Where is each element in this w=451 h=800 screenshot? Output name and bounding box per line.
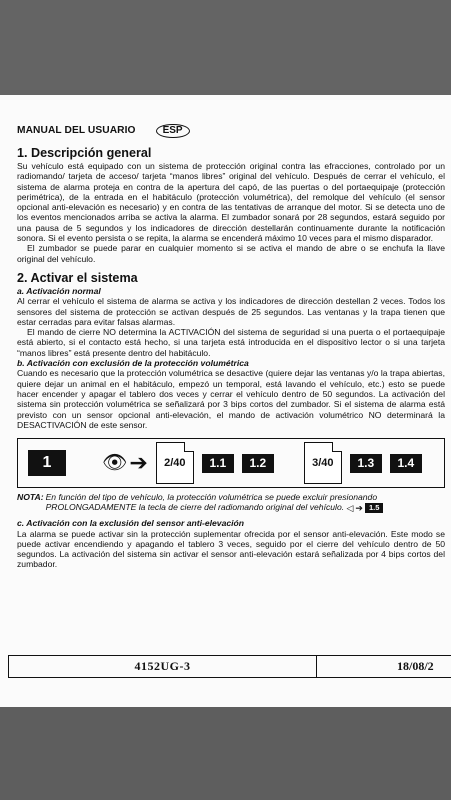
figure-ref-1-5: 1.5 [365, 503, 383, 513]
manual-header [17, 121, 445, 141]
subsection-c-paragraph: La alarma se puede activar sin la protección suplementar ofrecida por el sensor anti-elevación. Este modo se puede activar encendiendo y apagando el tablero 3 veces, seguido por el cierre del vehículo dentro de 50 segundos. La activación del sistema sin activar el sensor anti-elevación estará señalizada por 4 bips cortos del zumbador. [17, 528, 445, 570]
figure-ref-1-1: 1.1 [202, 454, 234, 473]
subsection-a-paragraph-1: Al cerrar el vehículo el sistema de alarma se activa y los indicadores de dirección destellan 2 veces. Todos los sensores del sistema de protección se activan después de 25 segundos. Las ventanas y la trapa tienen que estar cerradas para evitar falsas alarmas. [17, 296, 445, 327]
arrow-right-icon: ➔ [355, 503, 363, 513]
document-date: 18/08/2 [397, 659, 434, 673]
note-text: En función del tipo de vehículo, la protección volumétrica se puede excluir presionando PROLONGADAMENTE la tecla de cierre del radiomando original del vehículo. [45, 492, 378, 513]
document-content [17, 121, 445, 570]
subsection-a-paragraph-2: El mando de cierre NO determina la ACTIVACIÓN del sistema de seguridad si una puerta o el portaequipaje está abierto, si el contacto está hecho, si una tarjeta está introducida en el dispositivo lector o si una tarjeta “manos libres” está presente dentro del habitáculo. [17, 327, 445, 358]
subsection-b-paragraph: Cuando es necesario que la protección volumétrica se desactive (quiere dejar las ventanas y/o la trapa abiertas, quiere dejar un animal en el habitáculo, empezó un temporal, está lavando el vehículo, etc.) esto se puede hacer encender y apagar el tablero dos veces y cerrar el vehículo dentro de 50 segundos. La activación del sistema sin protección volumétrica se señalizará por 3 bips cortos del zumbador. Si el sistema de alarma está previsto con un sensor opcional anti-elevación, el mando de activación volumétrico NO determinará la DESACTIVACIÓN de este sensor. [17, 368, 445, 430]
viewer-bottom-bar [0, 707, 451, 800]
eye-icon: 👁 [102, 451, 128, 474]
section-1-paragraph-2: El zumbador se puede parar en cualquier momento si se activa el mando de abre o se enchufa la llave original del vehículo. [17, 243, 445, 264]
document-page-icon [156, 442, 194, 484]
figure-ref-1-2: 1.2 [242, 454, 274, 473]
figure-ref-1-4: 1.4 [390, 454, 422, 473]
figure-ref-1-3: 1.3 [350, 454, 382, 473]
subsection-a-title: a. Activación normal [17, 285, 101, 296]
note-label: NOTA: [17, 492, 44, 503]
page-ref-a: 2/40 [164, 456, 186, 469]
document-page-icon [304, 442, 342, 484]
language-badge: ESP [156, 124, 190, 138]
document-page [0, 95, 451, 707]
note-block [17, 492, 445, 513]
procedure-diagram [17, 438, 445, 488]
page-ref-b: 3/40 [312, 456, 334, 469]
speaker-icon: ◁ [346, 503, 354, 513]
manual-title: MANUAL DEL USUARIO [17, 124, 136, 136]
note-figure-ref [347, 503, 384, 513]
section-1-heading: 1. Descripción general [17, 146, 152, 160]
viewer-top-bar [0, 0, 451, 95]
note-text-wrap [46, 492, 445, 513]
step-number: 1 [28, 450, 66, 476]
page-footer [8, 655, 451, 678]
subsection-c-title: c. Activación con la exclusión del sensor anti-elevación [17, 518, 245, 529]
look-at-group [102, 449, 148, 475]
section-1-paragraph-1: Su vehículo está equipado con un sistema de protección original contra las efracciones, controlado por un radiomando/ tarjeta de acceso/ tarjeta “manos libres” original del vehículo. Después de cerrar el vehículo, el sistema de alarma proteja en contra de la apertura del capó, de las puertas o del portaequipaje (protección perimétrica), de la entrada en el habitáculo (protección volumétrica), del remolque del vehículo (el sensor opcional anti-elevación es necesario) y en contra de las tentativas de arranque del motor. Si se detecta uno de los eventos mencionados arriba se activa la alarma. El zumbador sonará por 28 segundos, estará seguido por una pausa de 5 segundos y los indicadores de dirección destellarán continuamente durante la notificación sonora. Si el evento persista o se repita, la alarma se encenderá máximo 10 veces para el mismo disparador. [17, 161, 445, 244]
document-code: 4152UG-3 [9, 656, 317, 677]
subsection-b-title: b. Activación con exclusión de la protección volumétrica [17, 358, 249, 369]
section-2-heading: 2. Activar el sistema [17, 270, 138, 285]
arrow-right-icon: ➔ [129, 449, 148, 475]
